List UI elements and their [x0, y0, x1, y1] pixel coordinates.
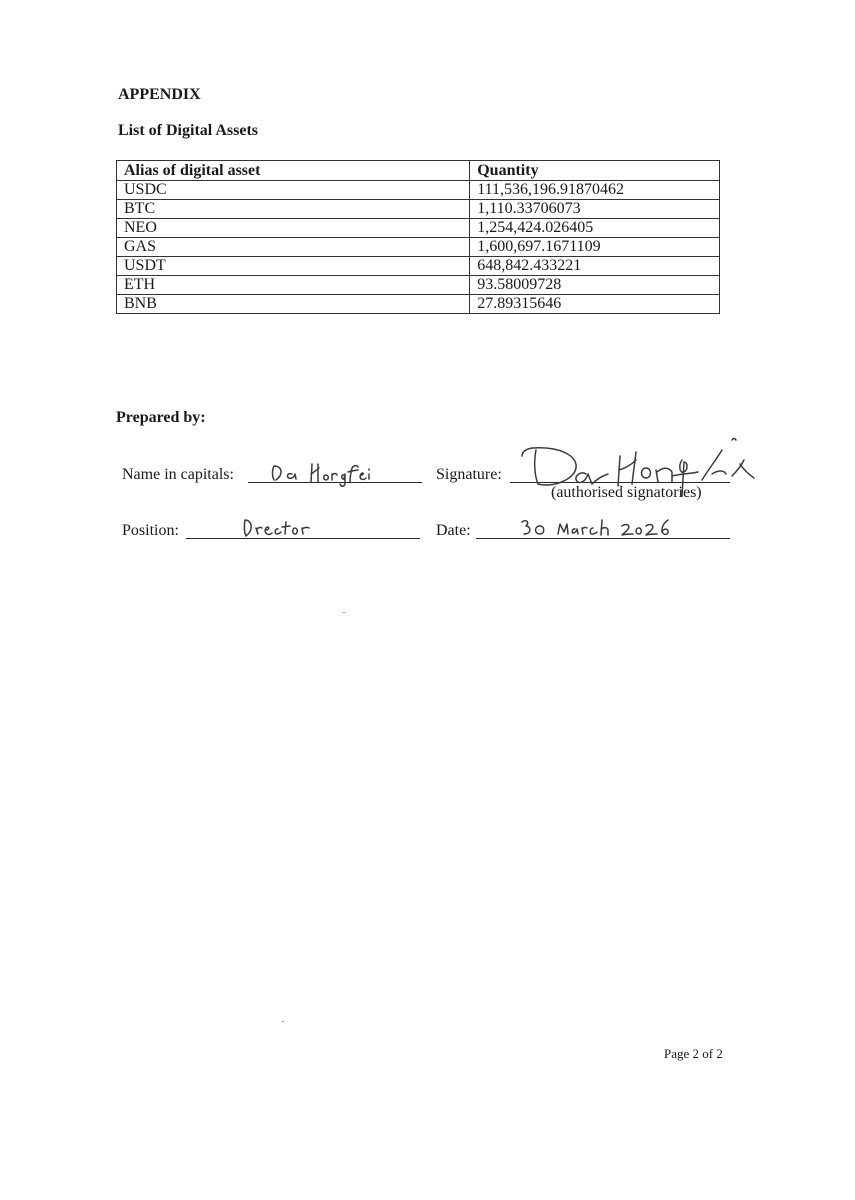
table-row: [117, 276, 720, 295]
asset-quantity-cell: 111,536,196.91870462: [470, 181, 720, 200]
name-label: Name in capitals:: [122, 466, 234, 483]
table-row: [117, 295, 720, 314]
table-row: [117, 257, 720, 276]
name-underline: [248, 482, 422, 483]
page-number: Page 2 of 2: [664, 1046, 723, 1061]
asset-quantity-cell: 1,254,424.026405: [470, 219, 720, 238]
signature-underline: [510, 482, 730, 483]
asset-quantity-cell: 93.58009728: [470, 276, 720, 295]
date-underline: [476, 538, 730, 539]
table-header-row: [117, 161, 720, 181]
table-row: [117, 200, 720, 219]
appendix-heading: APPENDIX: [118, 86, 201, 103]
handwritten-name: [268, 460, 378, 488]
table-row: [117, 181, 720, 200]
asset-alias-cell: BNB: [117, 295, 470, 314]
position-label: Position:: [122, 522, 179, 539]
handwritten-position: [240, 516, 314, 540]
table-row: [117, 219, 720, 238]
asset-alias-cell: USDC: [117, 181, 470, 200]
signature-caption: (authorised signatories): [551, 484, 702, 501]
signature-label: Signature:: [436, 466, 502, 483]
prepared-by-title: Prepared by:: [116, 409, 206, 426]
date-label: Date:: [436, 522, 471, 539]
asset-alias-cell: BTC: [117, 200, 470, 219]
column-header-quantity: Quantity: [470, 161, 720, 181]
table-row: [117, 238, 720, 257]
scan-speck: [282, 1021, 284, 1022]
column-header-alias: Alias of digital asset: [117, 161, 470, 181]
asset-alias-cell: ETH: [117, 276, 470, 295]
asset-quantity-cell: 27.89315646: [470, 295, 720, 314]
asset-alias-cell: NEO: [117, 219, 470, 238]
digital-assets-table: [116, 160, 720, 314]
asset-quantity-cell: 648,842.433221: [470, 257, 720, 276]
position-underline: [186, 538, 420, 539]
asset-quantity-cell: 1,110.33706073: [470, 200, 720, 219]
asset-quantity-cell: 1,600,697.1671109: [470, 238, 720, 257]
scan-speck: [343, 612, 345, 613]
asset-alias-cell: GAS: [117, 238, 470, 257]
asset-alias-cell: USDT: [117, 257, 470, 276]
digital-assets-subheading: List of Digital Assets: [118, 122, 258, 139]
